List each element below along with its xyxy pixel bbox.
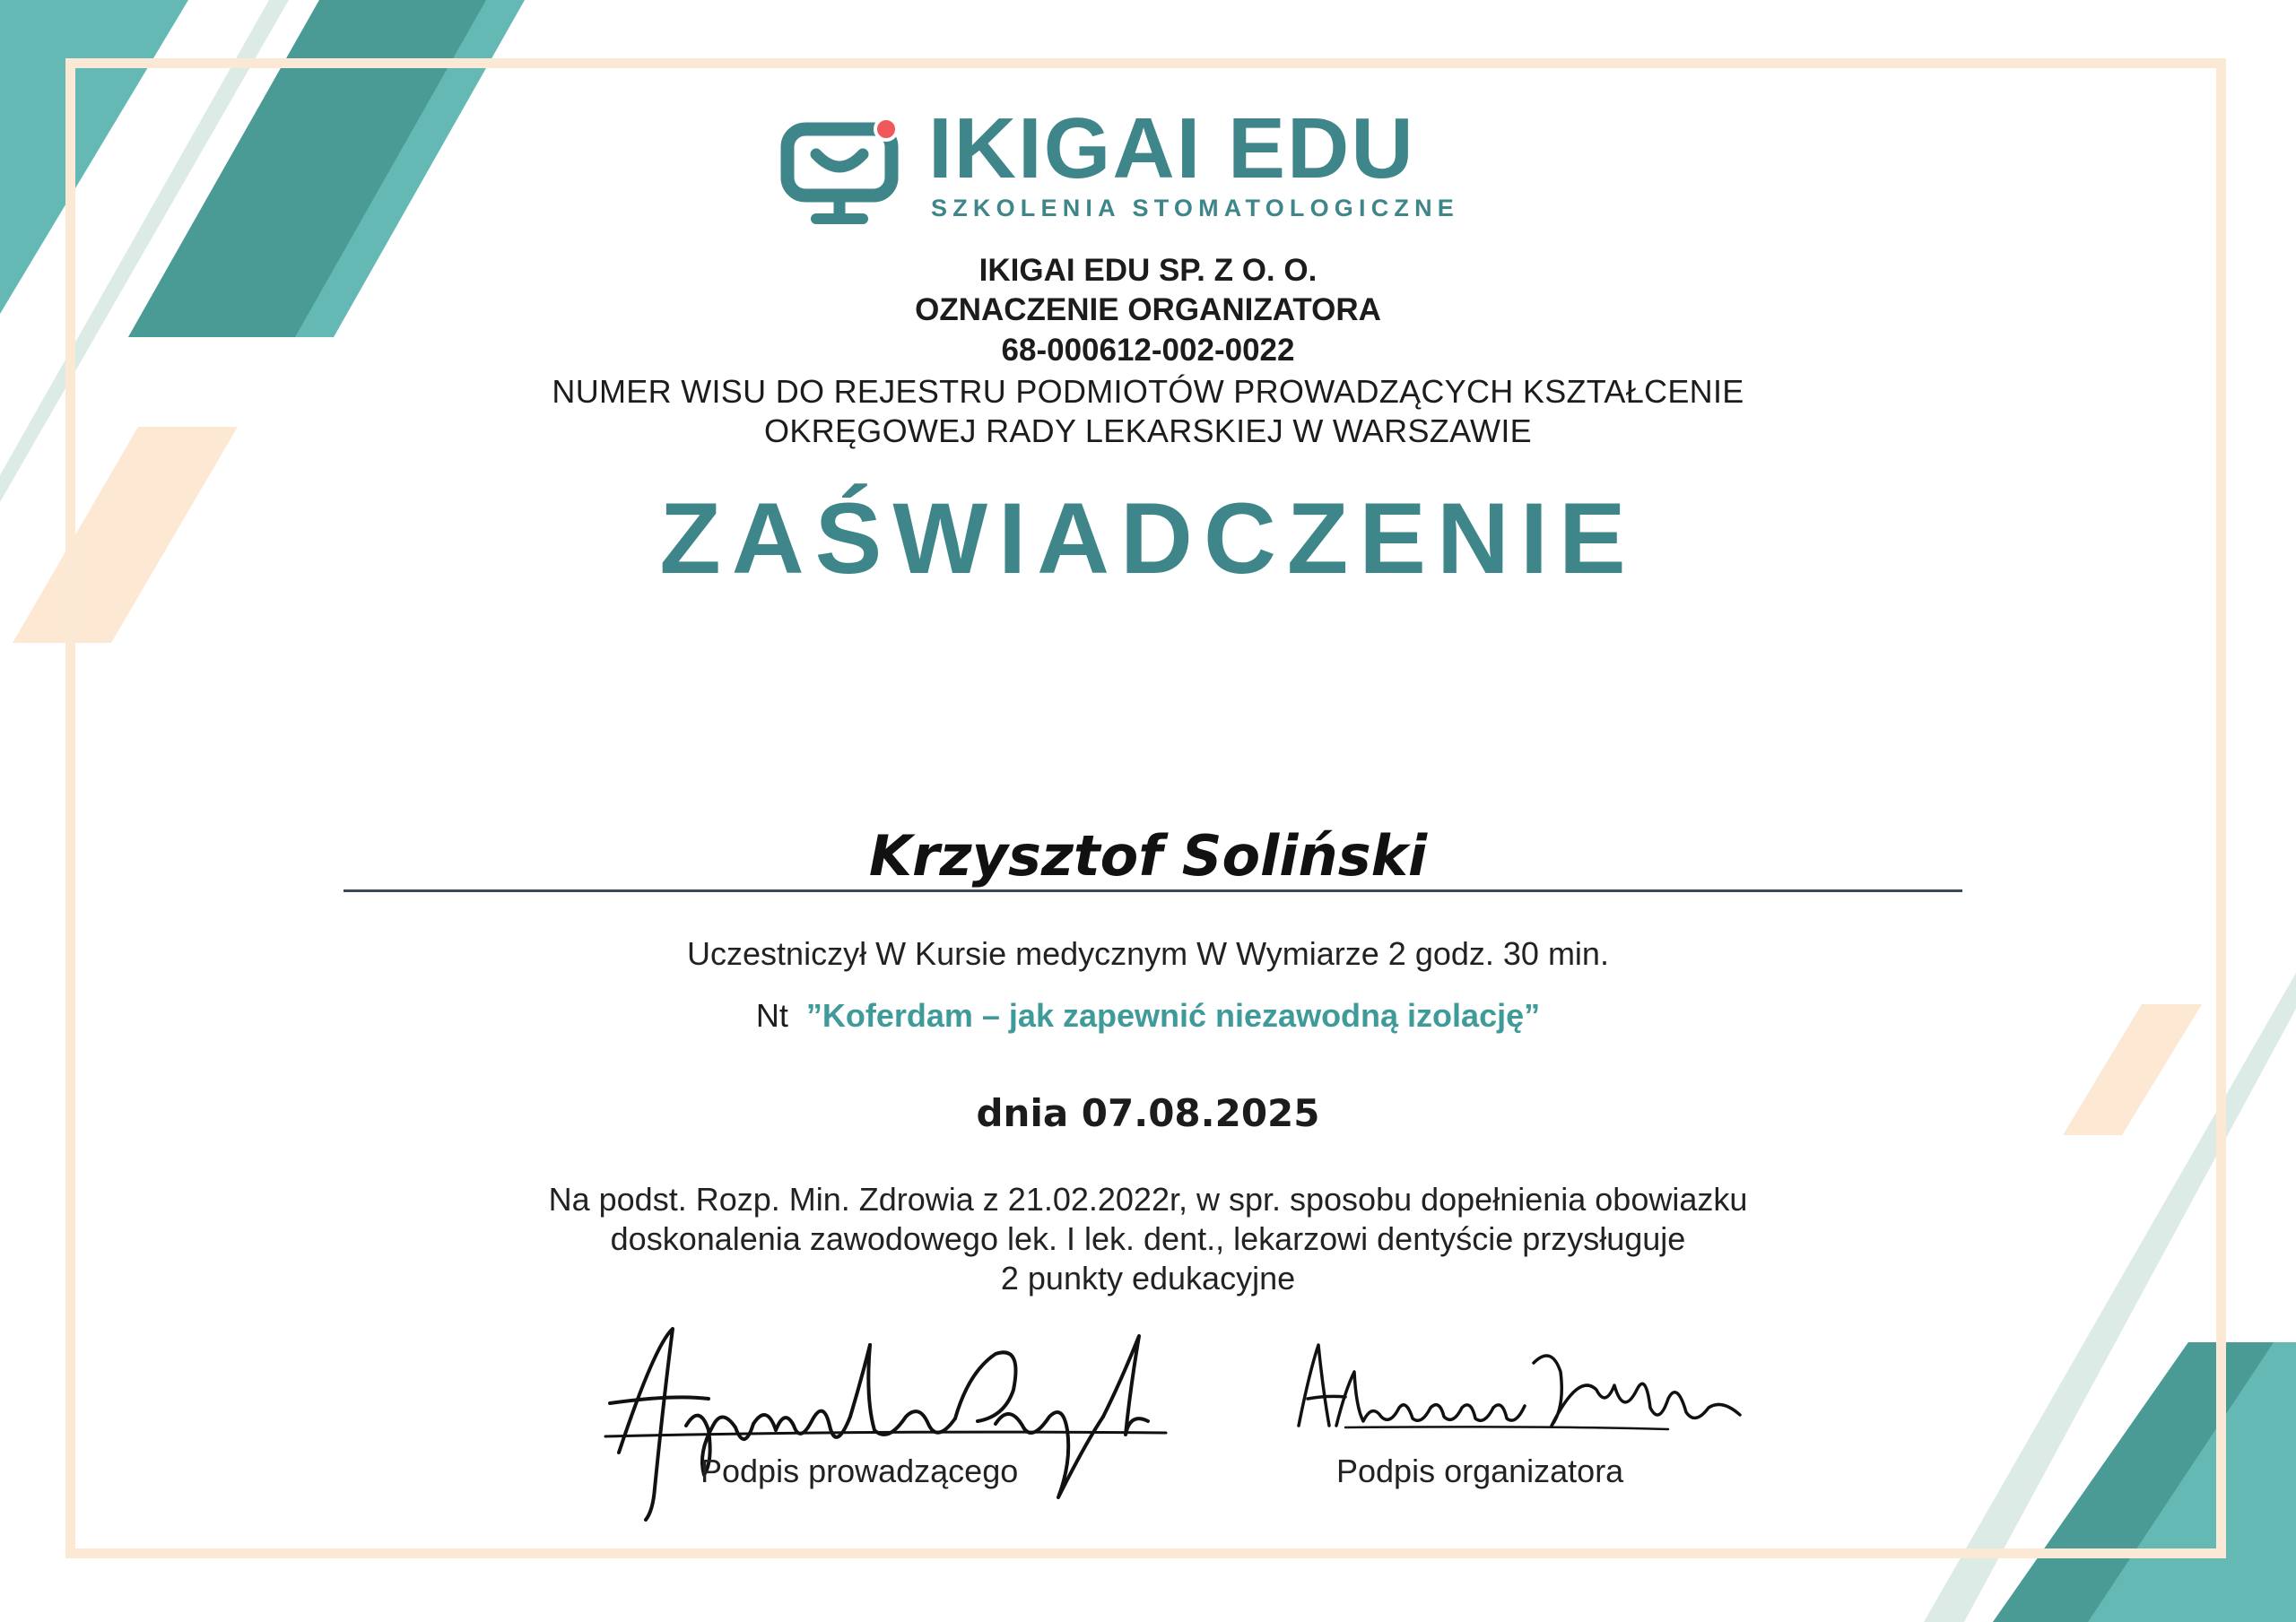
- participant-name: Krzysztof Soliński: [868, 823, 1428, 889]
- instructor-signature: [601, 1318, 1175, 1533]
- legal-basis-line-2: doskonalenia zawodowego lek. I lek. dent., lekarzowi dentyście przysługuje: [610, 1220, 1686, 1257]
- organizer-designation-label: OZNACZENIE ORGANIZATORA: [915, 292, 1381, 327]
- name-underline: [344, 889, 1962, 892]
- organizer-signature-label: Podpis organizatora: [1336, 1453, 1624, 1489]
- course-line: [0, 997, 2296, 1035]
- logo-title: IKIGAI EDU: [928, 100, 1415, 196]
- certificate-title: ZAŚWIADCZENIE: [659, 482, 1637, 594]
- course-date: dnia 07.08.2025: [976, 1091, 1320, 1135]
- organizer-registry-number: 68-000612-002-0022: [1001, 333, 1295, 368]
- ikigai-edu-logo: [780, 100, 1507, 226]
- logo-subtitle: SZKOLENIA STOMATOLOGICZNE: [931, 195, 1460, 221]
- instructor-signature-label: Podpis prowadzącego: [700, 1453, 1019, 1489]
- participation-text: Uczestniczył W Kursie medycznym W Wymiarze 2 godz. 30 min.: [687, 935, 1609, 972]
- course-name: ”Koferdam – jak zapewnić niezawodną izolację”: [805, 997, 1541, 1034]
- organizer-company: IKIGAI EDU SP. Z O. O.: [978, 253, 1318, 288]
- course-prefix: Nt: [755, 997, 788, 1034]
- legal-basis-line-1: Na podst. Rozp. Min. Zdrowia z 21.02.2022r, w spr. sposobu dopełnienia obowiazku: [548, 1181, 1748, 1218]
- registry-description-line-1: NUMER WISU DO REJESTRU PODMIOTÓW PROWADZĄCYCH KSZTAŁCENIE: [552, 373, 1744, 410]
- registry-description-line-2: OKRĘGOWEJ RADY LEKARSKIEJ W WARSZAWIE: [764, 412, 1532, 449]
- monitor-smile-icon: [780, 117, 906, 229]
- organizer-signature: [1292, 1336, 1758, 1462]
- education-points: 2 punkty edukacyjne: [1000, 1260, 1296, 1297]
